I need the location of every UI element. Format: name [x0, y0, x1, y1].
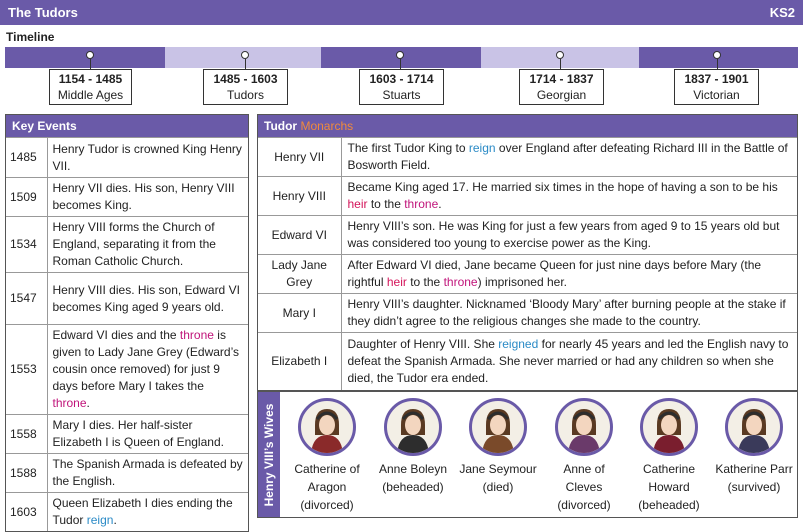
- event-description: Henry VIII dies. His son, Edward VI becomes King aged 9 years old.: [47, 273, 248, 325]
- monarch-row: [258, 255, 797, 294]
- wife-name: Katherine Parr: [715, 462, 793, 476]
- page-title: The Tudors: [8, 5, 78, 20]
- event-description: Edward VI dies and the throne is given to Lady Jane Grey (Edward’s cousin once removed) for just 9 days before Mary I takes the throne.: [47, 325, 248, 415]
- key-stage-label: KS2: [769, 5, 795, 20]
- wife-name: Jane Seymour: [459, 462, 537, 476]
- wife-name: Catherine: [642, 462, 696, 476]
- monarch-description: Henry VIII’s son. He was King for just a few years from aged 9 to 15 years old but was considered too young to exercise power as the King.: [341, 216, 797, 255]
- keyword-reigned: reigned: [498, 336, 539, 351]
- monarch-description: Daughter of Henry VIII. She reigned for nearly 45 years and led the English navy to defeat the Spanish Armada. She never married or had any children so when she died, the Tudor era ended.: [341, 333, 797, 390]
- key-event-row: [6, 415, 248, 454]
- monarch-description: After Edward VI died, Jane became Queen for just nine days before Mary (the rightful heir to the throne) imprisoned her.: [341, 255, 797, 294]
- title-bar: [0, 0, 803, 25]
- timeline-period-middle-ages: 1154 - 1485 Middle Ages: [49, 69, 132, 105]
- tudor-monarchs-panel: [257, 114, 798, 391]
- wives-title-bar: Henry VIII’s Wives: [258, 392, 280, 517]
- event-year: 1588: [6, 454, 47, 493]
- event-year: 1603: [6, 493, 47, 532]
- timeline-marker: [556, 51, 564, 59]
- key-event-row: [6, 217, 248, 273]
- wife-name-line2: Cleves: [565, 480, 603, 494]
- keyword-throne: throne: [52, 396, 87, 410]
- keyword-throne: throne: [179, 328, 214, 342]
- monarch-row: [258, 216, 797, 255]
- event-description: Henry Tudor is crowned King Henry VII.: [47, 138, 248, 178]
- timeline-marker: [713, 51, 721, 59]
- key-events-table: [6, 137, 248, 531]
- keyword-reign: reign: [86, 513, 114, 527]
- monarch-name: Lady Jane Grey: [258, 255, 341, 294]
- portrait-icon: [384, 398, 442, 456]
- key-event-row: [6, 454, 248, 493]
- wife-name-line2: Howard: [648, 480, 690, 494]
- event-year: 1553: [6, 325, 47, 415]
- wife-fate: (divorced): [300, 498, 354, 512]
- monarch-row: [258, 177, 797, 216]
- wife-fate: (divorced): [557, 498, 611, 512]
- monarchs-title: Tudor Monarchs: [258, 115, 797, 137]
- wife-fate: (beheaded): [382, 480, 444, 494]
- keyword-throne: throne: [443, 275, 478, 289]
- key-event-row: [6, 273, 248, 325]
- wife-name: Anne of: [563, 462, 605, 476]
- wife-card: [711, 398, 797, 496]
- monarch-row: [258, 333, 797, 390]
- event-description: Mary I dies. Her half-sister Elizabeth I is Queen of England.: [47, 415, 248, 454]
- wife-fate: (died): [482, 480, 514, 494]
- wife-name: Anne Boleyn: [378, 462, 448, 476]
- event-year: 1534: [6, 217, 47, 273]
- event-year: 1485: [6, 138, 47, 178]
- monarchs-table: [258, 137, 797, 390]
- wife-fate: (survived): [727, 480, 781, 494]
- portrait-icon: [640, 398, 698, 456]
- wife-card: [626, 398, 712, 514]
- timeline-marker: [396, 51, 404, 59]
- event-year: 1547: [6, 273, 47, 325]
- timeline-period-tudors: 1485 - 1603 Tudors: [203, 69, 288, 105]
- wives-panel: [257, 391, 798, 518]
- portrait-icon: [469, 398, 527, 456]
- wife-name: Catherine of: [294, 462, 360, 476]
- key-events-panel: [5, 114, 249, 532]
- monarch-name: Mary I: [258, 294, 341, 333]
- event-description: The Spanish Armada is defeated by the English.: [47, 454, 248, 493]
- wife-card: [370, 398, 456, 496]
- timeline-marker: [86, 51, 94, 59]
- keyword-heir: heir: [386, 275, 407, 289]
- wife-card: [455, 398, 541, 496]
- monarch-name: Edward VI: [258, 216, 341, 255]
- wife-fate: (beheaded): [638, 498, 700, 512]
- wife-name-line2: Aragon: [307, 480, 347, 494]
- timeline-period-stuarts: 1603 - 1714 Stuarts: [359, 69, 444, 105]
- wife-card: [284, 398, 370, 514]
- event-year: 1558: [6, 415, 47, 454]
- key-events-title: Key Events: [6, 115, 248, 137]
- monarch-description: The first Tudor King to reign over England after defeating Richard III in the Battle of Bosworth Field.: [341, 138, 797, 177]
- keyword-throne: throne: [404, 197, 439, 211]
- portrait-icon: [298, 398, 356, 456]
- key-event-row: [6, 178, 248, 217]
- event-description: Henry VII dies. His son, Henry VIII becomes King.: [47, 178, 248, 217]
- monarch-name: Henry VIII: [258, 177, 341, 216]
- timeline-period-georgian: 1714 - 1837 Georgian: [519, 69, 604, 105]
- event-year: 1509: [6, 178, 47, 217]
- key-event-row: [6, 493, 248, 532]
- event-description: Henry VIII forms the Church of England, separating it from the Roman Catholic Church.: [47, 217, 248, 273]
- keyword-reign: reign: [468, 141, 496, 155]
- monarch-name: Henry VII: [258, 138, 341, 177]
- timeline-marker: [241, 51, 249, 59]
- monarch-row: [258, 294, 797, 333]
- portrait-icon: [725, 398, 783, 456]
- timeline-period-victorian: 1837 - 1901 Victorian: [674, 69, 759, 105]
- key-event-row: [6, 138, 248, 178]
- timeline-segment-1: [5, 47, 165, 68]
- event-description: Queen Elizabeth I dies ending the Tudor reign.: [47, 493, 248, 532]
- monarch-description: Henry VIII’s daughter. Nicknamed ‘Bloody Mary’ after burning people at the stake if they didn’t agree to the religious changes she made to the country.: [341, 294, 797, 333]
- monarch-row: [258, 138, 797, 177]
- keyword-heir: heir: [347, 197, 368, 211]
- key-event-row: [6, 325, 248, 415]
- portrait-icon: [555, 398, 613, 456]
- timeline-heading: Timeline: [6, 30, 55, 44]
- monarch-name: Elizabeth I: [258, 333, 341, 390]
- wife-card: [541, 398, 627, 514]
- monarch-description: Became King aged 17. He married six times in the hope of having a son to be his heir to the throne.: [341, 177, 797, 216]
